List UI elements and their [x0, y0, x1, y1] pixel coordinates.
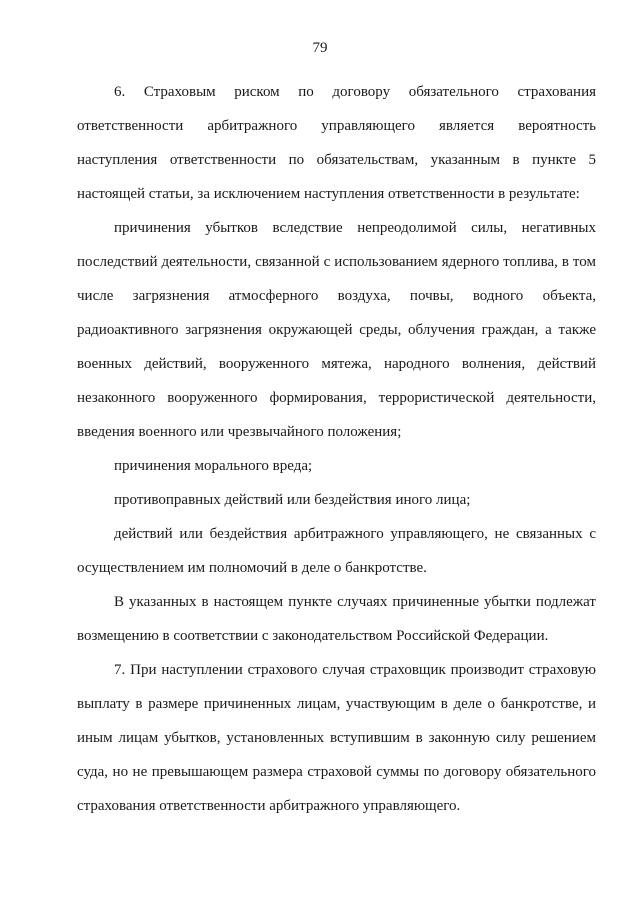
paragraph-third-party-actions: противоправных действий или бездействия иного лица;: [114, 492, 471, 508]
paragraph-moral-harm: причинения морального вреда;: [114, 458, 313, 474]
paragraph-compensation: В указанных в настоящем пункте случаях причиненные убытки подлежат возмещению в соответствии с законодательством Российской Федерации.: [77, 594, 596, 644]
document-body: [77, 75, 596, 823]
paragraph-7-insurance-payment: 7. При наступлении страхового случая страховщик производит страховую выплату в размере причиненных лицам, участвующим в деле о банкротстве, и иным лицам убытков, установленных вступившим в законную силу решением суда, но не превышающем размера страховой суммы по договору обязательного страхования ответственности арбитражного управляющего.: [77, 662, 596, 814]
paragraph-force-majeure: причинения убытков вследствие непреодолимой силы, негативных последствий деятельности, связанной с использованием ядерного топлива, в том числе загрязнения атмосферного воздуха, почвы, водного объекта, радиоактивного загрязнения окружающей среды, облучения граждан, а также военных действий, вооруженного мятежа, народного волнения, действий незаконного вооруженного формирования, террористической деятельности, введения военного или чрезвычайного положения;: [77, 220, 596, 440]
page-number: 79: [312, 40, 328, 56]
paragraph-6-risk-definition: 6. Страховым риском по договору обязательного страхования ответственности арбитражного управляющего является вероятность наступления ответственности по обязательствам, указанным в пункте 5 настоящей статьи, за исключением наступления ответственности в результате:: [77, 84, 596, 202]
paragraph-manager-actions: действий или бездействия арбитражного управляющего, не связанных с осуществлением им полномочий в деле о банкротстве.: [77, 526, 596, 576]
